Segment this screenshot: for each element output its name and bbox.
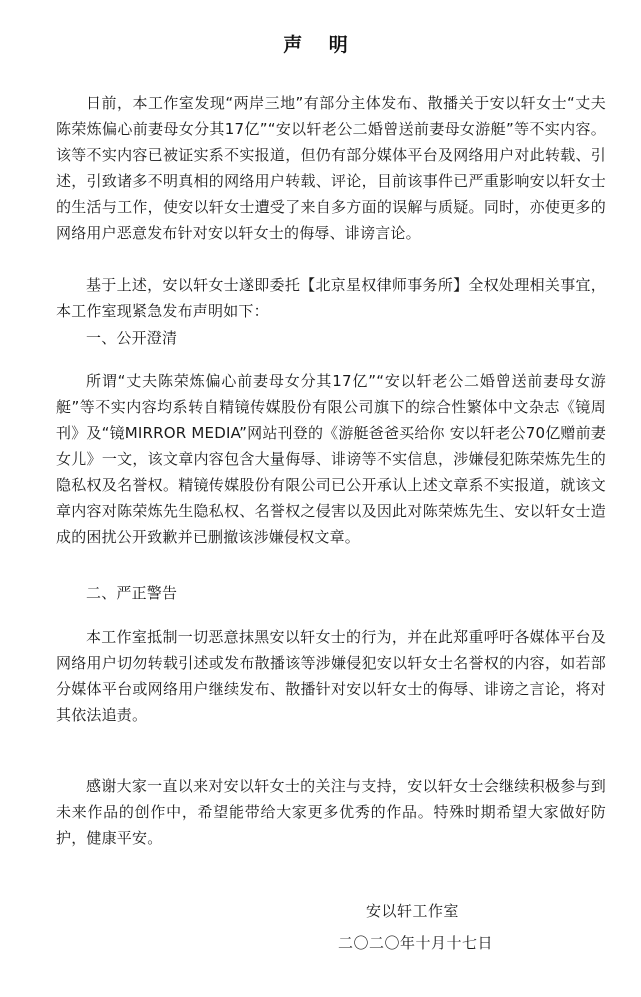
section-1-body: 所谓“丈夫陈荣炼偏心前妻母女分其17亿”“安以轩老公二婚曾送前妻母女游艇”等不实内容均系转自精镜传媒股份有限公司旗下的综合性繁体中文杂志《镜周刊》及“镜MIRROR MEDIA”网站刊登的《游艇爸爸买给你 安以轩老公70亿赠前妻女儿》一文，该文章内容包含大量侮辱、诽谤等不实信息，涉嫌侵犯陈荣炼先生的隐私权及名誉权。精镜传媒股份有限公司已公开承认上述文章系不实报道，就该文章内容对陈荣炼先生隐私权、名誉权之侵害以及因此对陈荣炼先生、安以轩女士造成的困扰公开致歉并已删撤该涉嫌侵权文章。	[56, 372, 607, 546]
section-2-body: 本工作室抵制一切恶意抹黑安以轩女士的行为，并在此郑重呼吁各媒体平台及网络用户切勿转载引述或发布散播该等涉嫌侵犯安以轩女士名誉权的内容，如若部分媒体平台或网络用户继续发布、散播针对安以轩女士的侮辱、诽谤之言论，将对其依法追责。	[56, 628, 606, 724]
closing-paragraph: 感谢大家一直以来对安以轩女士的关注与支持，安以轩女士会继续积极参与到未来作品的创作中，希望能带给大家更多优秀的作品。特殊时期希望大家做好防护，健康平安。	[56, 777, 606, 847]
section-1-heading: 一、公开澄清	[86, 329, 178, 347]
section-2-heading: 二、严正警告	[86, 584, 178, 602]
signature-date: 二〇二〇年十月十七日	[338, 934, 494, 952]
document-title: 声 明	[283, 34, 358, 56]
intro-paragraph-1: 日前，本工作室发现“两岸三地”有部分主体发布、散播关于安以轩女士“丈夫陈荣炼偏心前妻母女分其17亿”“安以轩老公二婚曾送前妻母女游艇”等不实内容。该等不实内容已被证实系不实报道，但仍有部分媒体平台及网络用户对此转载、引述，引致诸多不明真相的网络用户转载、评论，目前该事件已严重影响安以轩女士的生活与工作，使安以轩女士遭受了来自多方面的误解与质疑。同时，亦使更多的网络用户恶意发布针对安以轩女士的侮辱、诽谤言论。	[56, 94, 606, 242]
signature-studio: 安以轩工作室	[366, 902, 460, 920]
intro-paragraph-2: 基于上述，安以轩女士遂即委托【北京星权律师事务所】全权处理相关事宜，本工作室现紧急发布声明如下：	[56, 276, 606, 320]
